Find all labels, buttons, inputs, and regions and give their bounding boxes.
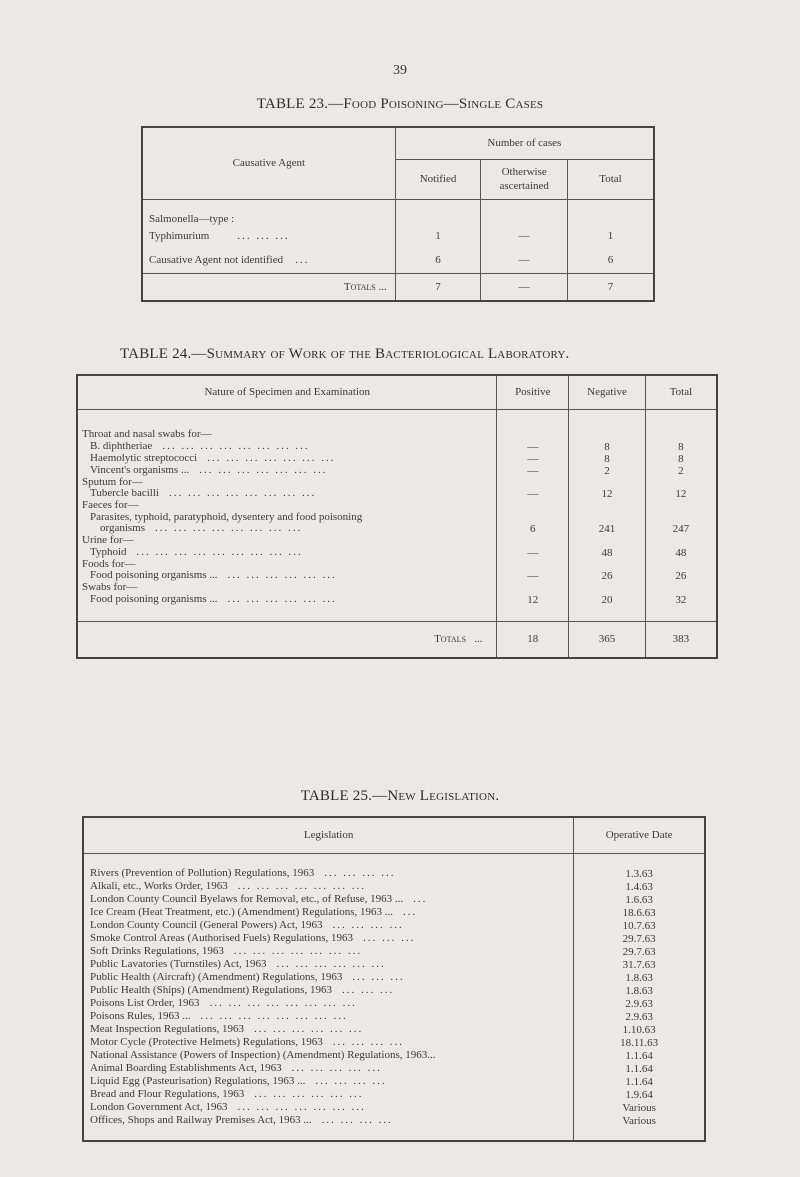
table23-total-cell: 6	[568, 247, 654, 273]
legislation-row	[83, 1062, 705, 1075]
table24-negative-cell: 20	[569, 594, 646, 606]
table24-row	[77, 570, 717, 582]
specimen-label: Swabs for—	[82, 581, 138, 593]
table23-total-cell: 1	[568, 225, 654, 247]
table24-row	[77, 429, 717, 441]
table24-negative-cell: 12	[569, 488, 646, 500]
specimen-label: Tubercle bacilli	[90, 487, 159, 500]
table25	[82, 816, 706, 1142]
operative-date: 1.10.63	[574, 1023, 705, 1036]
legislation-name: Poisons List Order, 1963	[90, 997, 200, 1009]
table24-negative-cell	[569, 500, 646, 512]
legislation-row	[83, 932, 705, 945]
table23-notified-cell: 6	[395, 247, 481, 273]
specimen-label: Vincent's organisms ...	[90, 463, 190, 476]
table23-notified-cell: 1	[395, 225, 481, 247]
operative-date: 18.11.63	[574, 1036, 705, 1049]
leader-dots: ...	[378, 280, 387, 293]
leader-dots: ... ... ... ...	[315, 1075, 387, 1087]
table24-row	[77, 488, 717, 500]
table24-negative-cell: 8	[569, 441, 646, 453]
legislation-row	[83, 1114, 705, 1127]
table24-negative-cell	[569, 512, 646, 524]
leader-dots: ... ... ... ... ... ... ...	[207, 451, 336, 464]
legislation-name: Smoke Control Areas (Authorised Fuels) Regulations, 1963	[90, 932, 354, 944]
operative-date: 1.9.64	[574, 1088, 705, 1101]
table23	[141, 126, 655, 302]
page-number: 39	[393, 63, 407, 78]
operative-date: 2.9.63	[574, 1010, 705, 1023]
table24-row	[77, 441, 717, 453]
table25-head-legislation: Legislation	[83, 817, 574, 853]
specimen-label: Urine for—	[82, 534, 134, 546]
legislation-name: Bread and Flour Regulations, 1963	[90, 1088, 245, 1100]
table23-head-number: Number of cases	[395, 127, 654, 159]
specimen-label: Typhoid	[90, 545, 127, 558]
legislation-row	[83, 893, 705, 906]
leader-dots: ...	[295, 253, 310, 266]
leader-dots: ...	[403, 906, 418, 918]
totals-label: Totals	[343, 280, 376, 293]
operative-date: 1.3.63	[574, 867, 705, 880]
leader-dots: ... ... ... ... ... ...	[227, 569, 337, 582]
operative-date: 29.7.63	[574, 932, 705, 945]
table24-positive-cell	[497, 477, 569, 489]
legislation-row	[83, 971, 705, 984]
leader-dots: ...	[474, 633, 483, 646]
leader-dots: ... ... ...	[341, 984, 395, 996]
leader-dots: ... ... ... ... ... ... ... ...	[168, 487, 317, 500]
table24-total-cell	[645, 582, 717, 594]
table24-caption-prefix: TABLE 24.—	[120, 346, 207, 362]
table23-group-label: Salmonella—type :	[149, 213, 235, 225]
table24-positive-cell	[497, 559, 569, 571]
table24-negative-cell	[569, 429, 646, 441]
table23-totals-row	[142, 273, 654, 301]
table24-negative-cell	[569, 477, 646, 489]
leader-dots: ... ... ... ... ... ...	[253, 1023, 364, 1035]
table24-totals-row	[77, 622, 717, 658]
specimen-label: Faeces for—	[82, 499, 139, 511]
table25-caption	[0, 788, 800, 805]
table24-positive-cell	[497, 500, 569, 512]
leader-dots: ... ... ... ... ... ... ...	[233, 945, 363, 957]
table25-caption-title: New Legislation.	[387, 788, 500, 804]
leader-dots: ... ... ... ... ... ... ... ...	[155, 522, 303, 535]
table24-total-cell: 48	[645, 547, 717, 559]
table24-totals-total: 383	[645, 622, 717, 658]
table24-positive-cell: —	[497, 570, 569, 582]
legislation-name: Offices, Shops and Railway Premises Act, 1963 ...	[90, 1114, 312, 1126]
table24-negative-cell: 48	[569, 547, 646, 559]
legislation-row	[83, 984, 705, 997]
legislation-row	[83, 945, 705, 958]
table23-caption-title: Food Poisoning—Single Cases	[343, 96, 544, 112]
operative-date: 1.1.64	[574, 1049, 705, 1062]
leader-dots: ... ... ...	[352, 971, 405, 983]
table23-caption	[0, 96, 800, 113]
operative-date: 29.7.63	[574, 945, 705, 958]
leader-dots: ...	[413, 893, 428, 905]
legislation-row	[83, 880, 705, 893]
operative-date: 1.1.64	[574, 1075, 705, 1088]
legislation-name: Rivers (Prevention of Pollution) Regulations, 1963	[90, 867, 315, 879]
totals-label: Totals	[434, 633, 466, 646]
table24-positive-cell	[497, 535, 569, 547]
legislation-row	[83, 997, 705, 1010]
table24-positive-cell: —	[497, 441, 569, 453]
table24-total-cell: 32	[645, 594, 717, 606]
table24-negative-cell	[569, 559, 646, 571]
legislation-name: Alkali, etc., Works Order, 1963	[90, 880, 228, 892]
legislation-name: Soft Drinks Regulations, 1963	[90, 945, 224, 957]
table24-negative-cell: 2	[569, 465, 646, 477]
table23-head-agent: Causative Agent	[142, 127, 395, 199]
leader-dots: ... ... ...	[363, 932, 416, 944]
specimen-label: Sputum for—	[82, 475, 143, 488]
legislation-name: Public Lavatories (Turnstiles) Act, 1963	[90, 958, 267, 970]
legislation-row	[83, 1101, 705, 1114]
legislation-name: Poisons Rules, 1963 ...	[90, 1010, 191, 1022]
table24-totals-positive: 18	[497, 622, 569, 658]
table24-positive-cell	[497, 429, 569, 441]
table23-totals-notified: 7	[395, 273, 481, 301]
legislation-name: London County Council (General Powers) Act, 1963	[90, 919, 323, 931]
table24-negative-cell	[569, 535, 646, 547]
operative-date: 18.6.63	[574, 906, 705, 919]
legislation-name: London County Council Byelaws for Removal, etc., of Refuse, 1963 ...	[90, 893, 404, 905]
operative-date: Various	[574, 1114, 705, 1127]
table24-positive-cell: 6	[497, 523, 569, 535]
table24-positive-cell: —	[497, 547, 569, 559]
table24-positive-cell: —	[497, 453, 569, 465]
legislation-name: Meat Inspection Regulations, 1963	[90, 1023, 244, 1035]
table24-total-cell: 247	[645, 523, 717, 535]
legislation-row	[83, 1088, 705, 1101]
table24-caption-title: Summary of Work of the Bacteriological Laboratory.	[206, 346, 570, 362]
table24-total-cell: 12	[645, 488, 717, 500]
leader-dots: ... ... ... ... ... ... ... ...	[162, 439, 310, 452]
table24	[76, 374, 718, 659]
table24-row	[77, 465, 717, 477]
leader-dots: ... ... ... ... ...	[291, 1062, 382, 1074]
leader-dots: ... ... ... ... ... ... ...	[199, 463, 328, 476]
table24-row	[77, 535, 717, 547]
legislation-row	[83, 958, 705, 971]
table24-total-cell	[645, 477, 717, 489]
legislation-row	[83, 1049, 705, 1062]
legislation-row	[83, 1075, 705, 1088]
legislation-row	[83, 1023, 705, 1036]
table24-positive-cell	[497, 512, 569, 524]
table23-caption-prefix: TABLE 23.—	[256, 96, 344, 112]
leader-dots: ... ... ... ... ... ... ...	[237, 1101, 366, 1113]
legislation-name: Motor Cycle (Protective Helmets) Regulations, 1963	[90, 1036, 323, 1048]
specimen-label: Food poisoning organisms ...	[90, 569, 218, 582]
operative-date: 1.4.63	[574, 880, 705, 893]
table23-row	[142, 225, 654, 247]
specimen-label: Food poisoning organisms ...	[90, 592, 218, 605]
leader-dots: ... ... ... ...	[332, 1036, 405, 1048]
leader-dots: ... ... ... ... ... ... ... ...	[200, 1010, 348, 1022]
table24-total-cell: 2	[645, 465, 717, 477]
legislation-row	[83, 919, 705, 932]
table24-total-cell: 26	[645, 570, 717, 582]
table24-head-nature: Nature of Specimen and Examination	[77, 375, 497, 409]
legislation-name: Public Health (Ships) (Amendment) Regulations, 1963	[90, 984, 332, 996]
table23-otherwise-cell: —	[481, 225, 568, 247]
table24-positive-cell: —	[497, 488, 569, 500]
specimen-label: Throat and nasal swabs for—	[82, 428, 212, 440]
table24-total-cell	[645, 559, 717, 571]
leader-dots: ... ... ... ...	[324, 867, 396, 879]
specimen-label: organisms	[100, 522, 146, 535]
table24-total-cell: 8	[645, 453, 717, 465]
legislation-row	[83, 867, 705, 880]
table24-row	[77, 594, 717, 606]
table23-head-notified: Notified	[395, 159, 481, 199]
table24-negative-cell: 26	[569, 570, 646, 582]
table24-row	[77, 547, 717, 559]
operative-date: 1.6.63	[574, 893, 705, 906]
operative-date: 1.1.64	[574, 1062, 705, 1075]
table25-caption-prefix: TABLE 25.—	[300, 788, 388, 804]
operative-date: 1.8.63	[574, 971, 705, 984]
table24-positive-cell: —	[497, 465, 569, 477]
leader-dots: ... ... ... ...	[332, 919, 404, 931]
table24-total-cell: 8	[645, 441, 717, 453]
table24-row	[77, 453, 717, 465]
operative-date: 2.9.63	[574, 997, 705, 1010]
table24-caption	[120, 346, 569, 363]
legislation-name: Animal Boarding Establishments Act, 1963	[90, 1062, 282, 1074]
table24-total-cell	[645, 535, 717, 547]
table23-otherwise-cell: —	[481, 247, 568, 273]
legislation-name: National Assistance (Powers of Inspection) (Amendment) Regulations, 1963...	[90, 1049, 436, 1061]
operative-date: 10.7.63	[574, 919, 705, 932]
table24-head-total: Total	[645, 375, 717, 409]
legislation-row	[83, 1010, 705, 1023]
table24-totals-negative: 365	[569, 622, 646, 658]
table24-negative-cell	[569, 582, 646, 594]
leader-dots: ... ... ... ... ... ... ... ...	[209, 997, 357, 1009]
legislation-name: Liquid Egg (Pasteurisation) Regulations, 1963 ...	[90, 1075, 306, 1087]
table23-row	[142, 247, 654, 273]
table24-negative-cell: 8	[569, 453, 646, 465]
table24-negative-cell: 241	[569, 523, 646, 535]
table23-totals-otherwise: —	[481, 273, 568, 301]
specimen-label: Foods for—	[82, 557, 136, 570]
operative-date: Various	[574, 1101, 705, 1114]
leader-dots: ... ... ... ... ... ... ... ... ...	[136, 545, 303, 558]
leader-dots: ... ... ... ...	[321, 1114, 393, 1126]
leader-dots: ... ... ...	[237, 230, 290, 242]
table24-total-cell	[645, 500, 717, 512]
table24-positive-cell	[497, 582, 569, 594]
table24-row	[77, 523, 717, 535]
leader-dots: ... ... ... ... ... ... ...	[237, 880, 367, 892]
table24-head-positive: Positive	[497, 375, 569, 409]
specimen-label: Parasites, typhoid, paratyphoid, dysentery and food poisoning	[90, 510, 363, 523]
operative-date: 31.7.63	[574, 958, 705, 971]
table23-row-label: Typhimurium	[149, 230, 210, 242]
table24-positive-cell: 12	[497, 594, 569, 606]
table24-head-negative: Negative	[569, 375, 646, 409]
table24-total-cell	[645, 512, 717, 524]
specimen-label: B. diphtheriae	[90, 439, 153, 452]
table24-total-cell	[645, 429, 717, 441]
table23-head-total: Total	[568, 159, 654, 199]
operative-date: 1.8.63	[574, 984, 705, 997]
table23-totals-total: 7	[568, 273, 654, 301]
leader-dots: ... ... ... ... ... ...	[254, 1088, 364, 1100]
legislation-name: Ice Cream (Heat Treatment, etc.) (Amendment) Regulations, 1963 ...	[90, 906, 394, 918]
leader-dots: ... ... ... ... ... ...	[276, 958, 386, 970]
leader-dots: ... ... ... ... ... ...	[227, 592, 337, 605]
table23-row-label: Causative Agent not identified	[149, 253, 284, 266]
legislation-row	[83, 1036, 705, 1049]
legislation-name: Public Health (Aircraft) (Amendment) Regulations, 1963	[90, 971, 343, 983]
legislation-row	[83, 906, 705, 919]
specimen-label: Haemolytic streptococci	[90, 451, 198, 464]
legislation-name: London Government Act, 1963	[90, 1101, 228, 1113]
table25-head-date: Operative Date	[574, 817, 705, 853]
table23-head-otherwise: Otherwise ascertained	[481, 159, 568, 199]
